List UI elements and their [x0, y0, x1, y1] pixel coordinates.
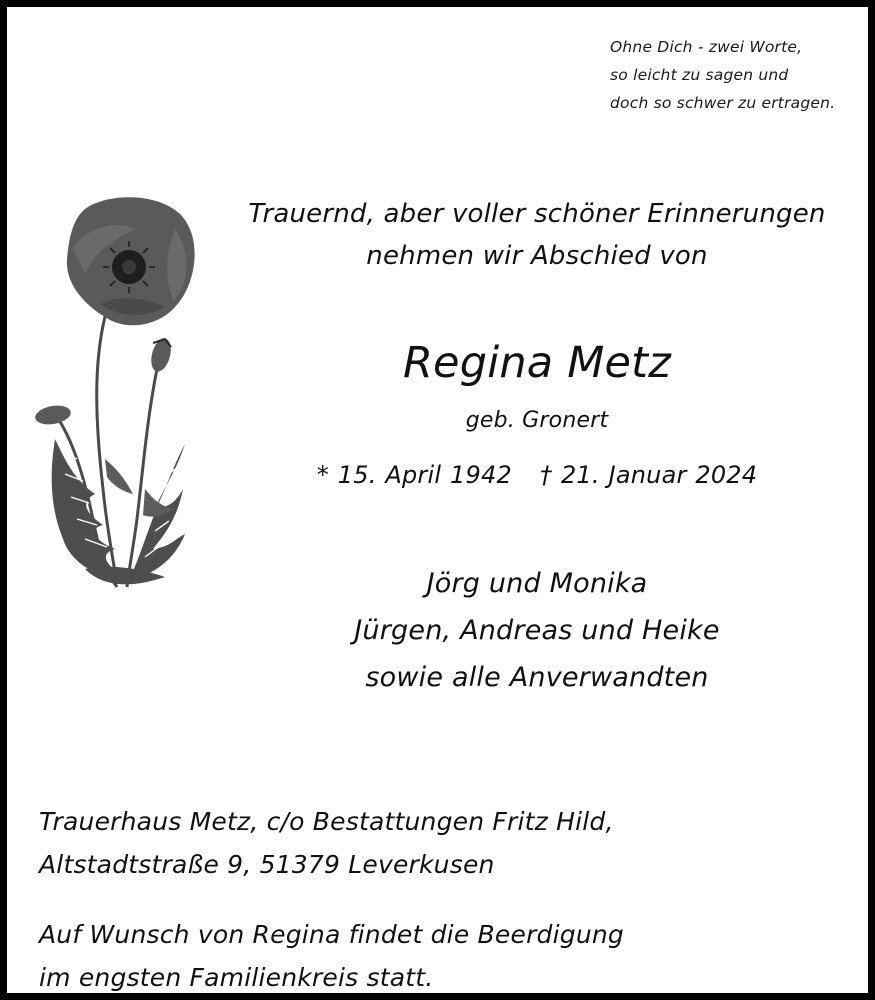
death-date: † 21. Januar 2024 — [539, 461, 758, 489]
birth-date: * 15. April 1942 — [316, 461, 512, 489]
note-line: Auf Wunsch von Regina findet die Beerdigung — [39, 920, 624, 949]
mourner-line: Jörg und Monika — [426, 568, 648, 599]
mourner-line: sowie alle Anverwandten — [365, 662, 709, 693]
maiden-name: geb. Gronert — [465, 408, 609, 433]
motto-line: so leicht zu sagen und — [610, 66, 789, 84]
intro-text — [207, 193, 867, 277]
motto-quote — [610, 33, 870, 117]
funeral-note — [39, 913, 799, 999]
note-line: im engsten Familienkreis statt. — [39, 963, 434, 992]
life-dates — [207, 456, 867, 494]
motto-line: doch so schwer zu ertragen. — [610, 94, 836, 112]
address-line: Trauerhaus Metz, c/o Bestattungen Fritz Hild, — [39, 807, 614, 836]
poppy-icon — [25, 189, 225, 599]
mourning-address — [39, 800, 799, 886]
intro-line: nehmen wir Abschied von — [366, 241, 708, 271]
deceased-name: Regina Metz — [402, 338, 672, 388]
mourners-list — [207, 560, 867, 701]
address-line: Altstadtstraße 9, 51379 Leverkusen — [39, 850, 495, 879]
mourner-line: Jürgen, Andreas und Heike — [354, 615, 720, 646]
intro-line: Trauernd, aber voller schöner Erinnerungen — [248, 199, 826, 229]
motto-line: Ohne Dich - zwei Worte, — [610, 38, 803, 56]
